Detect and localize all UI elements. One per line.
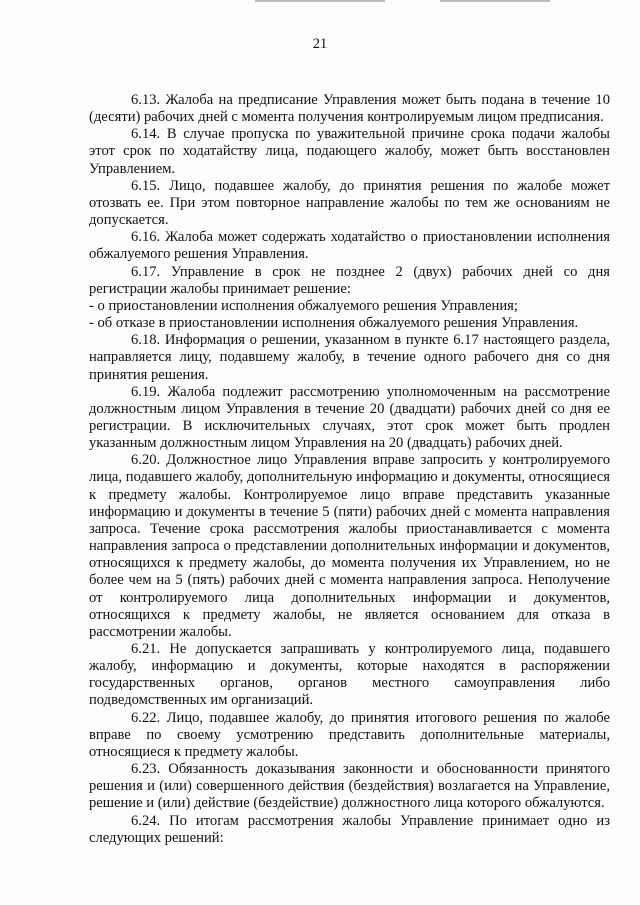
paragraph-6-15: 6.15. Лицо, подавшее жалобу, до принятия решения по жалобе может отозвать ее. При этом повторное направление жалобы по тем же основаниям не допускается. [89, 177, 610, 229]
paragraph-6-23: 6.23. Обязанность доказывания законности и обоснованности принятого решения и (или) совершенного действия (бездействия) возлагается на Управление, решение и (или) действие (бездействие) должностного лица которого обжалуются. [89, 761, 610, 812]
paragraph-6-22: 6.22. Лицо, подавшее жалобу, до принятия итогового решения по жалобе вправе по своему усмотрению представить дополнительные материалы, относящиеся к предмету жалобы. [89, 709, 610, 760]
paragraph-6-19: 6.19. Жалоба подлежит рассмотрению уполномоченным на рассмотрение должностным лицом Управления в течение 20 (двадцати) рабочих дней со дня ее регистрации. В исключительных случаях, этот срок может быть продлен указанным должностным лицом Управления на 20 (двадцать) рабочих дней. [89, 383, 610, 452]
paragraph-6-21: 6.21. Не допускается запрашивать у контролируемого лица, подавшего жалобу, информацию и документы, которые находятся в распоряжении государственных органов, органов местного самоуправления либо подведомственных им организаций. [89, 641, 610, 709]
scan-edge-mark [255, 0, 385, 2]
paragraph-6-18: 6.18. Информация о решении, указанном в пункте 6.17 настоящего раздела, направляется лицу, подавшему жалобу, в течение одного рабочего дня со дня принятия решения. [89, 332, 610, 383]
paragraph-6-17-option-refuse: - об отказе в приостановлении исполнения обжалуемого решения Управления. [89, 315, 579, 332]
paragraph-6-17-option-suspend: - о приостановлении исполнения обжалуемого решения Управления; [89, 297, 518, 314]
paragraph-6-16: 6.16. Жалоба может содержать ходатайство о приостановлении исполнения обжалуемого решения Управления. [89, 229, 610, 263]
paragraph-6-24: 6.24. По итогам рассмотрения жалобы Управление принимает одно из следующих решений: [89, 812, 610, 846]
paragraph-6-17: 6.17. Управление в срок не позднее 2 (двух) рабочих дней со дня регистрации жалобы принимает решение: [89, 263, 610, 297]
page-number: 21 [312, 36, 328, 52]
paragraph-6-14: 6.14. В случае пропуска по уважительной причине срока подачи жалобы этот срок по ходатайству лица, подающего жалобу, может быть восстановлен Управлением. [89, 126, 610, 177]
paragraph-6-20: 6.20. Должностное лицо Управления вправе запросить у контролируемого лица, подавшего жалобу, дополнительную информацию и документы, относящиеся к предмету жалобы. Контролируемое лицо вправе представить указанные информацию и документы в течение 5 (пяти) рабочих дней с момента направления запроса. Течение срока рассмотрения жалобы приостанавливается с момента направления запроса о представлении дополнительных информации и документов, относящихся к предмету жалобы, до момента получения их Управлением, но не более чем на 5 (пять) рабочих дней с момента направления запроса. Неполучение от контролируемого лица дополнительных информации и документов, относящихся к предмету жалобы, не является основанием для отказа в рассмотрении жалобы. [89, 452, 610, 640]
scan-edge-mark [440, 0, 550, 2]
document-body [89, 92, 610, 847]
paragraph-6-13: 6.13. Жалоба на предписание Управления может быть подана в течение 10 (десяти) рабочих дней с момента получения контролируемым лицом предписания. [89, 92, 610, 126]
